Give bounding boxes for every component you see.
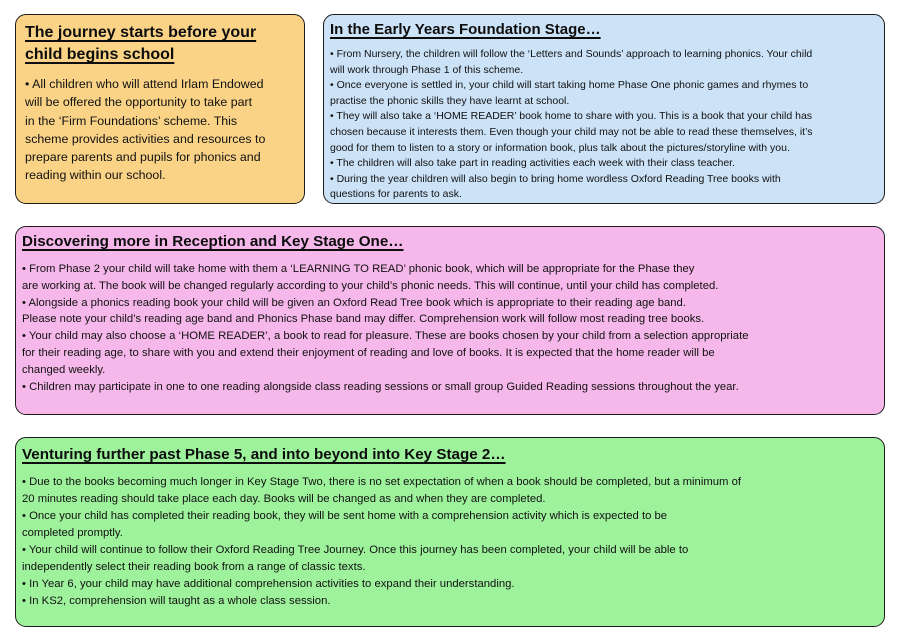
reception-line: Please note your child’s reading age band and Phonics Phase band may differ. Comprehension work will follow most reading tree books. — [22, 313, 705, 326]
early-years-panel — [323, 14, 885, 204]
early-years-title: In the Early Years Foundation Stage… — [330, 21, 601, 38]
ks2-panel — [15, 437, 885, 627]
journey-line: • All children who will attend Irlam Endowed — [25, 77, 264, 91]
reception-line: are working at. The book will be changed regularly according to your child’s phonic needs. This will continue, until your child has completed. — [22, 279, 719, 292]
early-years-line: • Once everyone is settled in, your child will start taking home Phase One phonic games and rhymes to — [330, 79, 809, 92]
reception-line: • Children may participate in one to one reading alongside class reading sessions or small group Guided Reading sessions throughout the year. — [22, 380, 739, 393]
reception-line: • Your child may also choose a ‘HOME READER’, a book to read for pleasure. These are books chosen by your child from a selection appropriate — [22, 330, 749, 343]
early-years-line: questions for parents to ask. — [330, 188, 462, 201]
journey-title-line-1: The journey starts before your — [25, 24, 257, 41]
reception-panel — [15, 226, 885, 415]
journey-line: reading within our school. — [25, 168, 166, 183]
ks2-body — [22, 474, 877, 610]
early-years-line: practise the phonic skills they have learnt at school. — [330, 94, 570, 107]
journey-line: prepare parents and pupils for phonics and — [25, 150, 261, 165]
early-years-line: • The children will also take part in reading activities each week with their class teacher. — [330, 157, 736, 170]
ks2-line: completed promptly. — [22, 527, 123, 539]
journey-title — [25, 22, 296, 66]
early-years-line: • They will also take a ‘HOME READER’ book home to share with you. This is a book that your child has — [330, 110, 813, 123]
reception-line: • Alongside a phonics reading book your child will be given an Oxford Read Tree book which is appropriate to their reading age band. — [22, 296, 686, 309]
early-years-line: • From Nursery, the children will follow the ‘Letters and Sounds’ approach to learning phonics. Your child — [330, 48, 813, 60]
ks2-title: Venturing further past Phase 5, and into beyond into Key Stage 2… — [22, 446, 506, 463]
early-years-line: • During the year children will also begin to bring home wordless Oxford Reading Tree books with — [330, 172, 781, 185]
ks2-line: • Your child will continue to follow their Oxford Reading Tree Journey. Once this journey has been completed, your child will be able to — [22, 544, 689, 556]
early-years-line: chosen because it interests them. Even though your child may not be able to read these themselves, it’s — [330, 125, 813, 138]
ks2-line: independently select their reading book from a range of classic texts. — [22, 561, 366, 573]
early-years-line: will work through Phase 1 of this scheme. — [330, 63, 524, 76]
reception-title: Discovering more in Reception and Key Stage One… — [22, 233, 404, 250]
ks2-line: • In KS2, comprehension will taught as a whole class session. — [22, 595, 331, 607]
journey-body — [25, 75, 296, 185]
ks2-line: • Once your child has completed their reading book, they will be sent home with a comprehension activity which is expected to be — [22, 510, 668, 522]
reception-body — [22, 261, 877, 395]
reception-line: changed weekly. — [22, 363, 106, 376]
early-years-body — [330, 47, 878, 203]
journey-line: scheme provides activities and resources to — [25, 131, 266, 146]
journey-line: in the ‘Firm Foundations’ scheme. This — [25, 113, 238, 128]
reception-line: • From Phase 2 your child will take home with them a ‘LEARNING TO READ’ phonic book, which will be appropriate for the Phase they — [22, 263, 695, 275]
ks2-line: • In Year 6, your child may have additional comprehension activities to expand their understanding. — [22, 578, 515, 590]
journey-title-line-2: child begins school — [25, 46, 175, 63]
early-years-line: good for them to listen to a story or information book, plus talk about the pictures/storyline with you. — [330, 141, 790, 154]
journey-panel — [15, 14, 305, 204]
ks2-line: 20 minutes reading should take place each day. Books will be changed as and when they are completed. — [22, 493, 546, 505]
ks2-line: • Due to the books becoming much longer in Key Stage Two, there is no set expectation of when a book should be completed, but a minimum of — [22, 476, 742, 488]
reception-line: for their reading age, to share with you and extend their enjoyment of reading and love of books. It is expected that the home reader will be — [22, 346, 715, 359]
journey-line: will be offered the opportunity to take part — [25, 95, 253, 110]
